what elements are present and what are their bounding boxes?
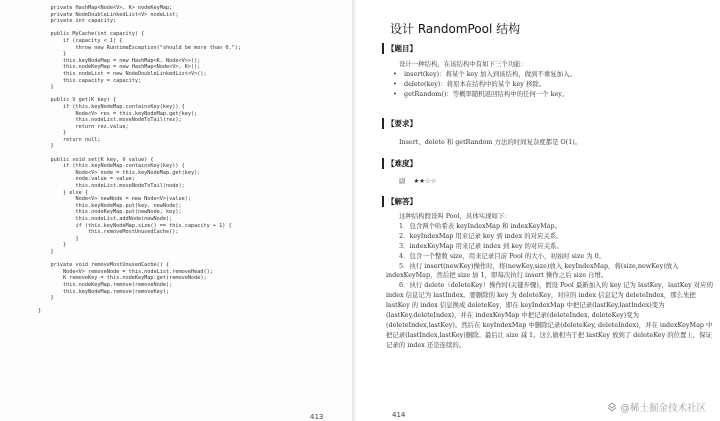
left-page-number: 413 bbox=[310, 413, 324, 421]
code-line bbox=[38, 91, 348, 98]
code-line: } bbox=[38, 130, 67, 137]
problem-list-item: • getRandom()：等概率随机返回结构中的任何一个 key。 bbox=[386, 90, 714, 100]
answer-steps bbox=[386, 222, 714, 351]
code-line: this.nodeKeyMap.remove(removeNode); bbox=[38, 281, 173, 288]
requirement-body bbox=[386, 138, 714, 148]
code-line: } bbox=[38, 84, 54, 91]
code-line: this.nodeList.addNode(newNode); bbox=[38, 216, 173, 222]
answer-step: 3．indexKeyMap 用来记录 index 到 key 的对应关系。 bbox=[399, 241, 563, 250]
code-line: if (this.keyNodeMap.containsKey(key)) { bbox=[38, 163, 185, 170]
code-line: Node<V> res = this.keyNodeMap.get(key); bbox=[38, 110, 198, 117]
code-block bbox=[38, 5, 348, 315]
answer-heading: 【解答】 bbox=[382, 196, 417, 207]
code-line: public MyCache(int capacity) { bbox=[38, 31, 145, 38]
code-line bbox=[38, 150, 348, 157]
answer-step: 6．执行 delete（deleteKey）操作时(关键步骤)，假设 Pool 最新加入的 key 记为 lastKey，lastKey 对应的 index 信息记为 lastIndex。要删除的 key 为 deleteKey，对应的 index 信息记为 deleteIndex，那么先把 lastKey 的 index 信息换成 deleteKey，即在 keyIndexMap 中把记录(lastKey,lastIndex)变为(lastKey,deleteIndex)，并在 indexKeyMap 中把记录(deleteIndex, deleteKey)变为(deleteIndex,lastKey)。然后在 keyIndexMap 中删除记录(deleteKey, deleteIndex)，并在 indexKeyMap 中把记录(lastIndex,lastKey)删除。最后让 size 减 1。这么做相当于把 lastKey 放到了 deleteKey 的位置上，保证记录的 index 还是连续的。 bbox=[386, 281, 713, 349]
answer-intro: 这种结构假设叫 Pool，具体实现如下： bbox=[399, 212, 511, 220]
difficulty-stars: ★★☆☆ bbox=[413, 177, 437, 185]
code-line: this.nodeList = new NodeDoubleLinkedList<V>(); bbox=[38, 70, 207, 77]
requirement-text: Insert、delete 和 getRandom 方法的时间复杂度都是 O(1)。 bbox=[399, 138, 582, 146]
code-line: this.nodeList.moveNodeToTail(res); bbox=[38, 117, 182, 124]
code-line: node.value = value; bbox=[38, 176, 135, 183]
section-title: 设计 RandomPool 结构 bbox=[390, 22, 521, 36]
code-line: return null; bbox=[38, 136, 101, 143]
code-line: K removeKey = this.nodeKeyMap.get(removeNode); bbox=[38, 275, 207, 282]
answer-step: 4．包含一个整数 size，用来记录目前 Pool 的大小，初始时 size 为 0。 bbox=[399, 251, 606, 260]
code-line: if (this.keyNodeMap.containsKey(key)) { bbox=[38, 103, 185, 110]
code-line bbox=[38, 302, 348, 309]
juejin-logo-icon bbox=[607, 402, 617, 412]
code-line: Node<V> removeNode = this.nodeList.removeHead(); bbox=[38, 268, 213, 275]
code-line: } bbox=[38, 248, 54, 255]
code-line: this.keyNodeMap = new HashMap<K, Node<V>>(); bbox=[38, 57, 201, 64]
code-line bbox=[38, 256, 348, 263]
code-line: this.capacity = capacity; bbox=[38, 77, 142, 84]
code-line: this.keyNodeMap.remove(removeKey); bbox=[38, 288, 170, 295]
code-line: private HashMap<Node<V>, K> nodeKeyMap; bbox=[38, 5, 173, 11]
watermark bbox=[607, 400, 706, 414]
code-line: } bbox=[38, 295, 54, 302]
code-line: this.nodeKeyMap = new HashMap<Node<V>, K>(); bbox=[38, 64, 201, 71]
problem-list bbox=[386, 70, 714, 100]
code-line: throw new RuntimeException("should be more than 0."); bbox=[38, 44, 242, 51]
problem-heading: 【题目】 bbox=[382, 43, 417, 54]
code-line: private int capacity; bbox=[38, 18, 117, 25]
code-line: } bbox=[38, 235, 79, 242]
code-line: this.removeMostUnusedCache(); bbox=[38, 229, 179, 236]
code-line: if (capacity < 1) { bbox=[38, 37, 123, 44]
problem-list-item: • delete(key)：将原本在结构中的某个 key 移除。 bbox=[386, 80, 714, 90]
problem-body bbox=[386, 60, 714, 100]
watermark-text: @稀土掘金技术社区 bbox=[620, 403, 706, 414]
requirement-heading: 【要求】 bbox=[382, 118, 417, 129]
code-line: return res.value; bbox=[38, 123, 129, 130]
code-line: Node<V> newNode = new Node<V>(value); bbox=[38, 196, 192, 203]
right-page bbox=[356, 0, 720, 421]
right-page-number: 414 bbox=[392, 411, 406, 419]
code-line: } bbox=[38, 143, 54, 150]
code-line: } bbox=[38, 51, 67, 58]
difficulty-heading: 【难度】 bbox=[382, 158, 417, 169]
answer-step: 2．keyIndexMap 用来记录 key 到 index 的对应关系。 bbox=[399, 231, 563, 240]
code-line: if (this.keyNodeMap.size() == this.capacity + 1) { bbox=[38, 222, 232, 229]
code-line bbox=[38, 25, 348, 32]
answer-step: 1．包含两个哈希表 keyIndexMap 和 indexKeyMap。 bbox=[399, 221, 561, 230]
code-line: this.nodeKeyMap.put(newNode, key); bbox=[38, 209, 182, 216]
answer-body bbox=[386, 212, 714, 351]
answer-step: 5．执行 insert(newKey)操作时，将(newKey,size)放入 keyIndexMap，将(size,newKey)放入 indexKeyMap，然后把 size 加 1，即每次执行 insert 操作之后 size 自增。 bbox=[386, 261, 679, 280]
code-line: this.keyNodeMap.put(key, newNode); bbox=[38, 202, 182, 209]
code-line: } else { bbox=[38, 189, 88, 196]
left-page bbox=[0, 0, 352, 421]
difficulty-body bbox=[386, 177, 714, 187]
problem-intro: 设计一种结构，在该结构中有如下三个功能： bbox=[399, 60, 527, 68]
code-line: Node<V> node = this.keyNodeMap.get(key); bbox=[38, 169, 201, 176]
problem-list-item: • insert(key)：将某个 key 加入到该结构，做到不重复加入。 bbox=[386, 70, 714, 80]
code-line: } bbox=[38, 242, 67, 249]
code-line: this.nodeList.moveNodeToTail(node); bbox=[38, 183, 185, 190]
code-line: public void set(K key, V value) { bbox=[38, 156, 154, 163]
code-line: } bbox=[38, 308, 42, 315]
code-line: private NodeDoubleLinkedList<V> nodeList; bbox=[38, 11, 179, 18]
code-line: public V get(K key) { bbox=[38, 97, 117, 104]
code-line: private void removeMostUnusedCache() { bbox=[38, 262, 170, 269]
difficulty-label: 尉 bbox=[399, 177, 406, 185]
